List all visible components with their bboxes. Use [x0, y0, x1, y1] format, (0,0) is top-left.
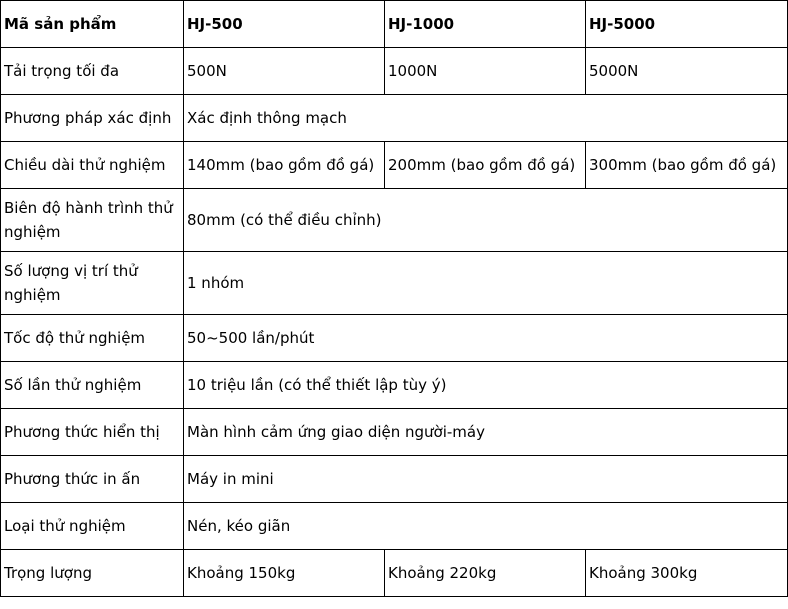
table-row: [1, 142, 788, 189]
cell-value: Khoảng 150kg: [184, 550, 385, 597]
cell-value: 500N: [184, 48, 385, 95]
cell-value: Màn hình cảm ứng giao diện người-máy: [184, 409, 788, 456]
cell-value: 5000N: [586, 48, 788, 95]
header-label: Mã sản phẩm: [1, 1, 184, 48]
row-label: Loại thử nghiệm: [1, 503, 184, 550]
cell-value: 140mm (bao gồm đồ gá): [184, 142, 385, 189]
cell-value: 10 triệu lần (có thể thiết lập tùy ý): [184, 362, 788, 409]
cell-value: 1000N: [385, 48, 586, 95]
row-label: Tải trọng tối đa: [1, 48, 184, 95]
table-row: [1, 252, 788, 315]
cell-value: 50~500 lần/phút: [184, 315, 788, 362]
table-row: [1, 503, 788, 550]
table-header-row: [1, 1, 788, 48]
table-row: [1, 550, 788, 597]
row-label: Chiều dài thử nghiệm: [1, 142, 184, 189]
cell-value: 1 nhóm: [184, 252, 788, 315]
model-hj-5000: HJ-5000: [586, 1, 788, 48]
row-label: Trọng lượng: [1, 550, 184, 597]
cell-value: 80mm (có thể điều chỉnh): [184, 189, 788, 252]
row-label: Phương thức in ấn: [1, 456, 184, 503]
cell-value: 200mm (bao gồm đồ gá): [385, 142, 586, 189]
model-hj-1000: HJ-1000: [385, 1, 586, 48]
model-hj-500: HJ-500: [184, 1, 385, 48]
table-row: [1, 456, 788, 503]
cell-value: Máy in mini: [184, 456, 788, 503]
cell-value: Khoảng 220kg: [385, 550, 586, 597]
table-row: [1, 362, 788, 409]
row-label: Phương thức hiển thị: [1, 409, 184, 456]
table-row: [1, 95, 788, 142]
cell-value: Xác định thông mạch: [184, 95, 788, 142]
row-label: Số lượng vị trí thử nghiệm: [1, 252, 184, 315]
row-label: Số lần thử nghiệm: [1, 362, 184, 409]
table-row: [1, 189, 788, 252]
cell-value: 300mm (bao gồm đồ gá): [586, 142, 788, 189]
cell-value: Nén, kéo giãn: [184, 503, 788, 550]
table-row: [1, 48, 788, 95]
table-row: [1, 409, 788, 456]
row-label: Tốc độ thử nghiệm: [1, 315, 184, 362]
table-row: [1, 315, 788, 362]
row-label: Phương pháp xác định: [1, 95, 184, 142]
cell-value: Khoảng 300kg: [586, 550, 788, 597]
row-label: Biên độ hành trình thử nghiệm: [1, 189, 184, 252]
